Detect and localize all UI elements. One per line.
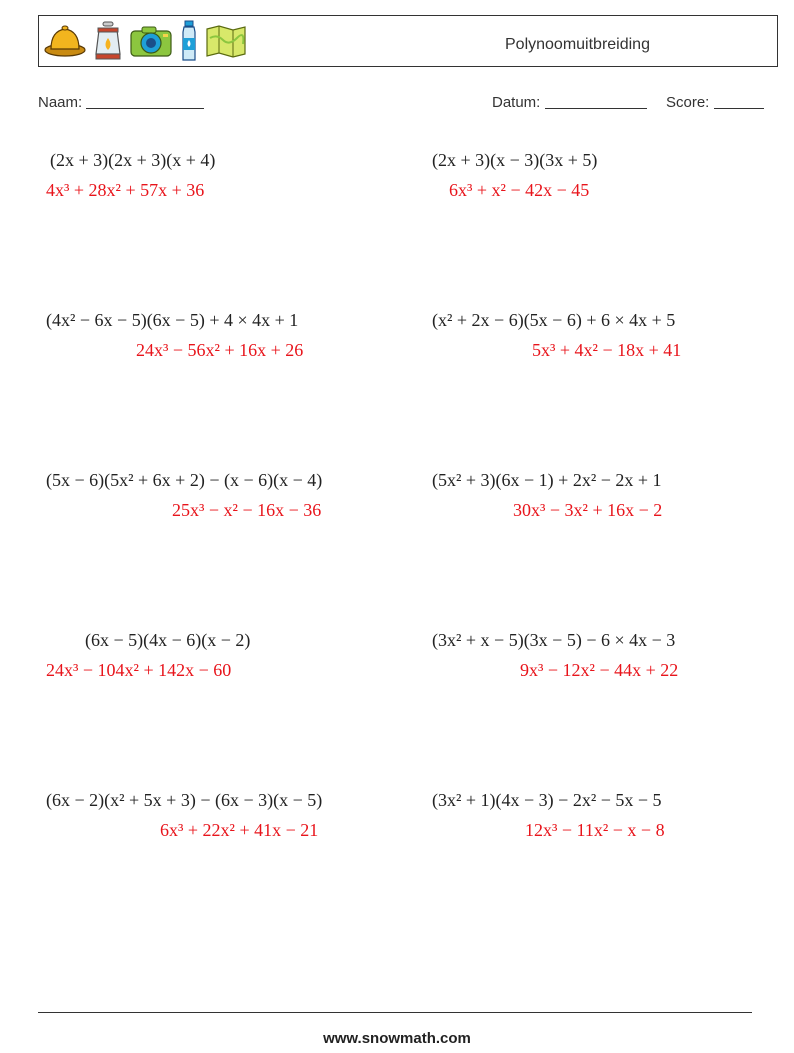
problem-expression: (5x² + 3)(6x − 1) + 2x² − 2x + 1 [432,470,662,490]
footer-url[interactable]: www.snowmath.com [323,1030,471,1047]
problem-answer: 12x³ − 11x² − x − 8 [525,820,665,840]
problem-expression: (x² + 2x − 6)(5x − 6) + 6 × 4x + 5 [432,310,676,330]
problem-expression: (6x − 5)(4x − 6)(x − 2) [85,630,251,650]
map-icon [205,24,247,58]
score-field [666,94,764,111]
name-blank[interactable] [86,94,204,109]
score-blank[interactable] [714,94,764,109]
problem-expression: (5x − 6)(5x² + 6x + 2) − (x − 6)(x − 4) [46,470,323,490]
problem-expression: (6x − 2)(x² + 5x + 3) − (6x − 3)(x − 5) [46,790,323,810]
name-label: Naam: [38,94,83,111]
problem-expression: (3x² + x − 5)(3x − 5) − 6 × 4x − 3 [432,630,676,650]
name-field [38,94,204,111]
icon-strip [43,19,247,63]
problem-answer: 9x³ − 12x² − 44x + 22 [520,660,679,680]
problem-answer: 6x³ + 22x² + 41x − 21 [160,820,319,840]
problem-answer: 5x³ + 4x² − 18x + 41 [532,340,682,360]
date-blank[interactable] [545,94,647,109]
problem-answer: 24x³ − 56x² + 16x + 26 [136,340,304,360]
camera-icon [129,24,173,58]
problem-answer: 6x³ + x² − 42x − 45 [449,180,590,200]
problem-answer: 24x³ − 104x² + 142x − 60 [46,660,232,680]
problem-expression: (3x² + 1)(4x − 3) − 2x² − 5x − 5 [432,790,662,810]
problem-expression: (4x² − 6x − 5)(6x − 5) + 4 × 4x + 1 [46,310,299,330]
header-box [38,15,778,67]
problem-answer: 30x³ − 3x² + 16x − 2 [513,500,663,520]
date-label: Datum: [492,94,541,111]
water-bottle-icon [179,20,199,62]
problem-expression: (2x + 3)(2x + 3)(x + 4) [50,150,216,170]
problem-answer: 25x³ − x² − 16x − 36 [172,500,322,520]
date-field [492,94,647,111]
lantern-icon [93,20,123,62]
score-label: Score: [666,94,710,111]
hat-icon [43,23,87,59]
problem-answer: 4x³ + 28x² + 57x + 36 [46,180,205,200]
footer-divider [38,1012,752,1013]
problem-expression: (2x + 3)(x − 3)(3x + 5) [432,150,598,170]
page-title: Polynoomuitbreiding [505,36,650,53]
